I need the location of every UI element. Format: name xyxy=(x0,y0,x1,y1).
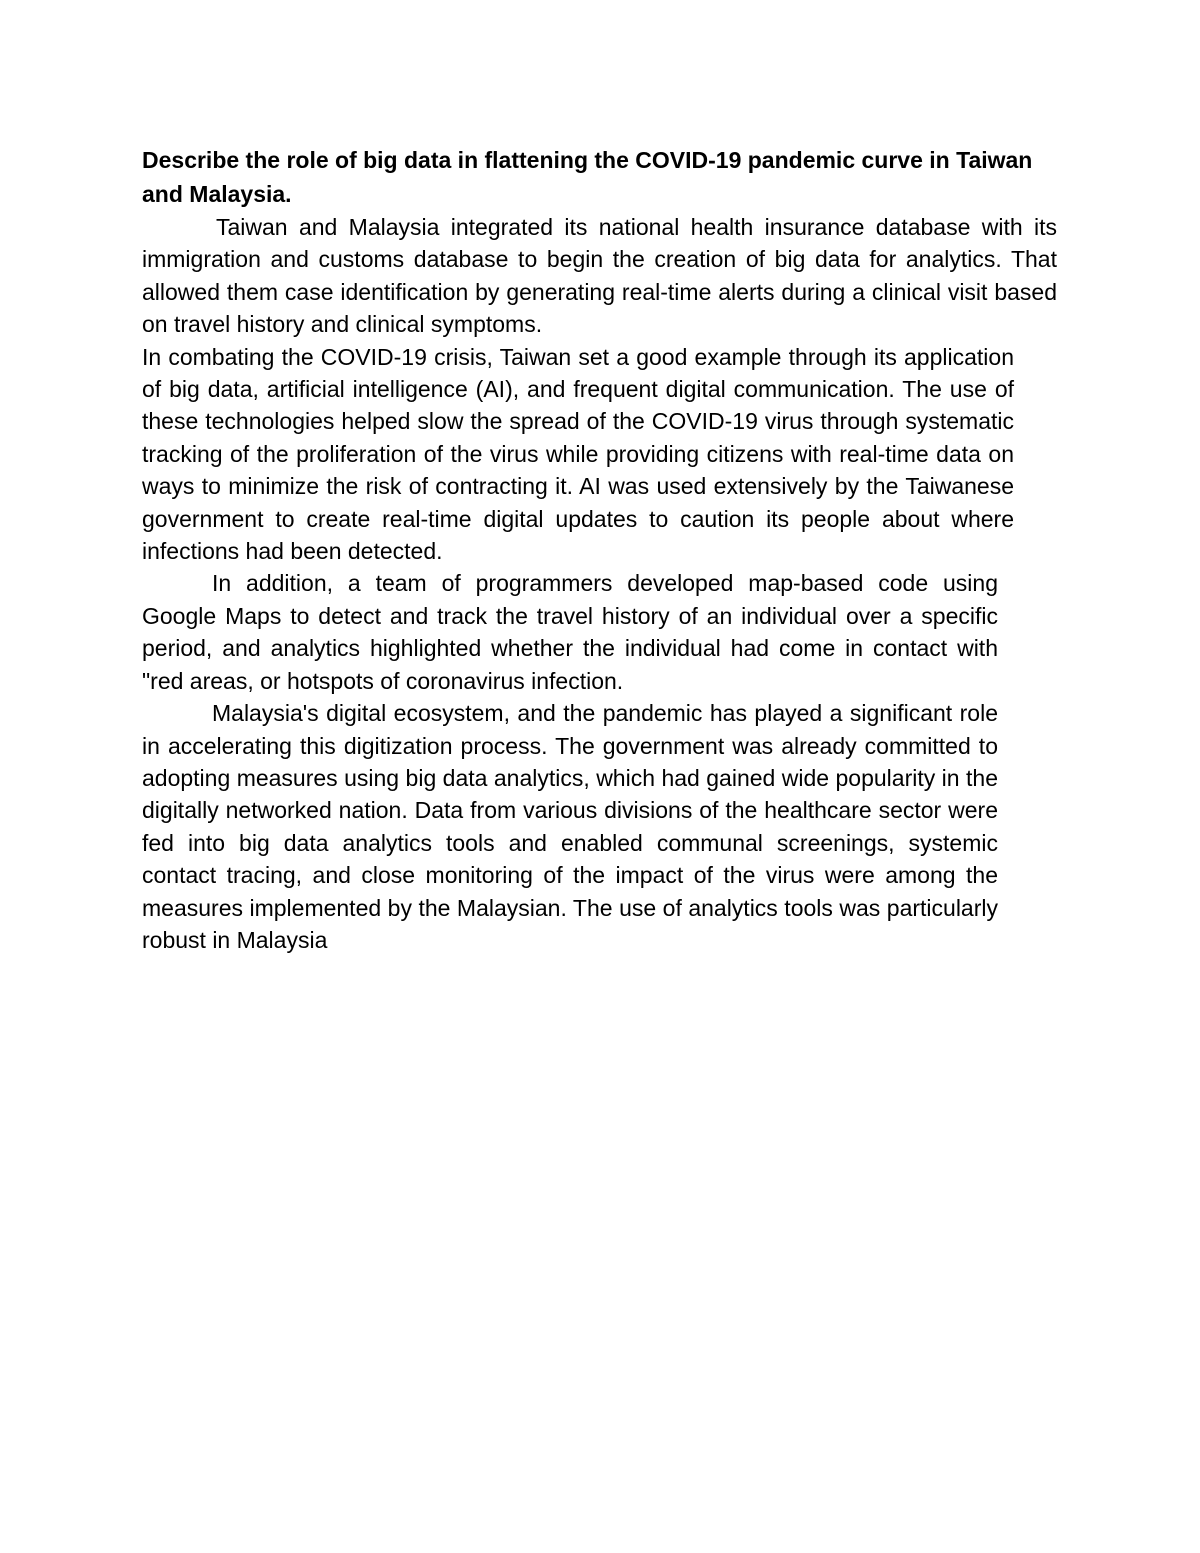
paragraph-malaysia-ecosystem: Malaysia's digital ecosystem, and the pandemic has played a significant role in accelerating this digitization process. The government was already committed to adopting measures using big data analytics, which had gained wide popularity in the digitally networked nation. Data from various divisions of the healthcare sector were fed into big data analytics tools and enabled communal screenings, systemic contact tracing, and close monitoring of the impact of the virus were among the measures implemented by the Malaysian. The use of analytics tools was particularly robust in Malaysia xyxy=(142,700,998,953)
question-heading: Describe the role of big data in flattening the COVID-19 pandemic curve in Taiwan and Malaysia. xyxy=(142,147,1033,207)
paragraph-taiwan-ai: In combating the COVID-19 crisis, Taiwan set a good example through its application of big data, artificial intelligence (AI), and frequent digital communication. The use of these technologies helped slow the spread of the COVID-19 virus through systematic tracking of the proliferation of the virus while providing citizens with real-time data on ways to minimize the risk of contracting it. AI was used extensively by the Taiwanese government to create real-time digital updates to caution its people about where infections had been detected. xyxy=(142,343,1014,565)
paragraph-health-database: Taiwan and Malaysia integrated its national health insurance database with its immigration and customs database to begin the creation of big data for analytics. That allowed them case identification by generating real-time alerts during a clinical visit based on travel history and clinical symptoms. xyxy=(142,214,1057,338)
paragraph-google-maps: In addition, a team of programmers developed map-based code using Google Maps to detect and track the travel history of an individual over a specific period, and analytics highlighted whether the individual had come in contact with "red areas, or hotspots of coronavirus infection. xyxy=(142,570,998,694)
document-body xyxy=(142,143,1062,956)
